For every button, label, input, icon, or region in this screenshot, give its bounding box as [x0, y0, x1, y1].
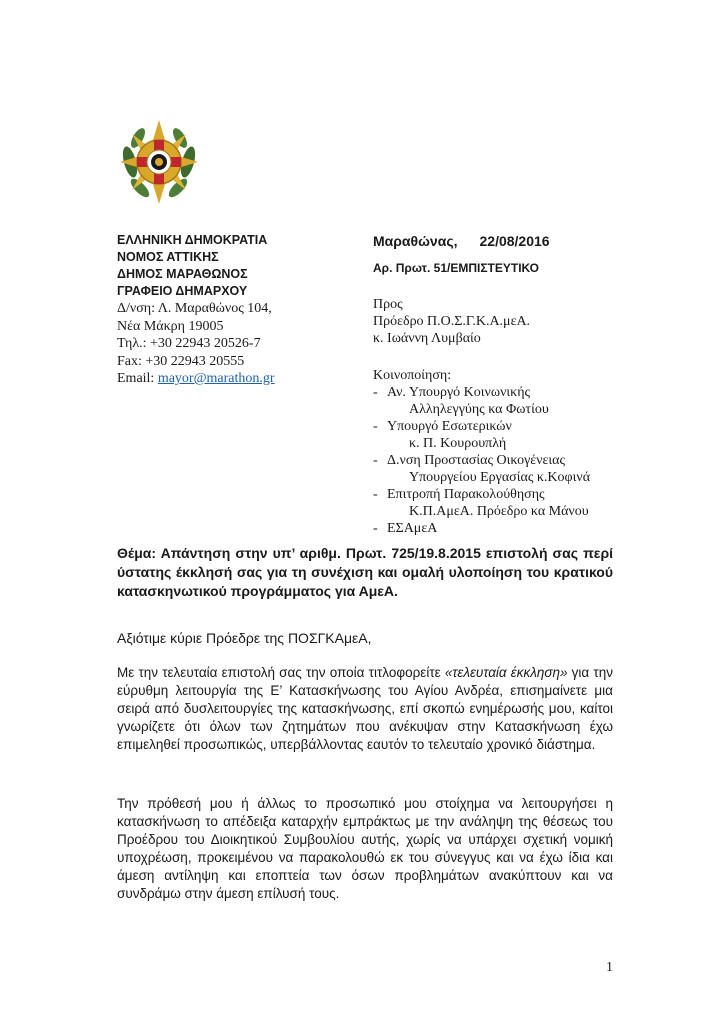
cc-item — [373, 452, 703, 486]
cc-item-line: ΕΣΑμεΑ — [387, 521, 438, 536]
letterhead-line: ΓΡΑΦΕΙΟ ΔΗΜΑΡΧΟΥ — [117, 284, 248, 298]
sender-address: Δ/νση: Λ. Μαραθώνος 104, — [117, 301, 272, 316]
cc-item — [373, 520, 703, 537]
protocol-number: Αρ. Πρωτ. 51/ΕΜΠΙΣΤΕΥΤΙΚΟ — [373, 261, 540, 275]
cc-title: Κοινοποίηση: — [373, 368, 452, 383]
subject-heading: Θέμα: Απάντηση στην υπ’ αριθμ. Πρωτ. 725/19.8.2015 επιστολή σας περί ύστατης έκκλησή σας για τη συνέχιση και ομαλή υλοποίηση του κρατικού κατασκηνωτικού προγράμματος για ΑμεΑ. — [117, 545, 613, 599]
letterhead-line: ΔΗΜΟΣ ΜΑΡΑΘΩΝΟΣ — [117, 267, 248, 281]
cc-item-line: Υπουργείου Εργασίας κ.Κοφινά — [409, 470, 591, 485]
sender-letterhead — [117, 232, 357, 388]
place: Μαραθώνας, — [373, 233, 458, 249]
cc-item-line: κ. Π. Κουρουπλή — [409, 436, 507, 451]
place-date — [373, 232, 703, 250]
recipient-line: κ. Ιωάννη Λυμβαίο — [373, 331, 481, 346]
paragraph-text: για την εύρυθμη λειτουργία της Ε’ Κατασκήνωσης του Αγίου Ανδρέα, επισημαίνετε μια σειρά από δυσλειτουργίες της κατασκήνωσης, επί σκοπώ ενημέρωσής μου, καίτοι γνωρίζετε ότι όλων των ζητημάτων που ανέκυψαν στην Κατασκήνωση έχω επιμεληθεί προσωπικώς, υπερβάλλοντας εαυτόν το τελευταίο χρονικό διάστημα. — [117, 665, 613, 752]
recipient-block — [373, 296, 703, 347]
paragraph-text: Με την τελευταία επιστολή σας την οποία τιτλοφορείτε — [117, 665, 445, 680]
header-right-column — [373, 232, 703, 537]
cc-list — [373, 384, 703, 537]
recipient-to-label: Προς — [373, 297, 403, 312]
sender-city: Νέα Μάκρη 19005 — [117, 318, 224, 334]
salutation: Αξιότιμε κύριε Πρόεδρε της ΠΟΣΓΚΑμεΑ, — [117, 630, 372, 646]
email-label: Email: — [117, 371, 158, 386]
cc-item-line: Αλληλεγγύης κα Φωτίου — [409, 402, 549, 417]
cc-item-line: Αν. Υπουργό Κοινωνικής — [387, 385, 531, 400]
cc-item-line: Υπουργό Εσωτερικών — [387, 419, 512, 434]
recipient-line: Πρόεδρο Π.Ο.Σ.Γ.Κ.Α.μεΑ. — [373, 314, 531, 329]
cc-item-line: Κ.Π.ΑμεΑ. Πρόεδρο κα Μάνου — [409, 504, 589, 519]
quoted-title: «τελευταία έκκληση» — [444, 665, 568, 680]
sender-phone: Τηλ.: +30 22943 20526-7 — [117, 336, 261, 351]
body-paragraph — [117, 664, 613, 754]
date: 22/08/2016 — [479, 233, 550, 249]
sender-email — [117, 370, 357, 388]
cc-item — [373, 486, 703, 520]
cc-item — [373, 418, 703, 452]
coat-of-arms-emblem — [118, 118, 200, 206]
cc-item-line: Επιτροπή Παρακολούθησης — [387, 487, 545, 502]
cc-item-line: Δ.νση Προστασίας Οικογένειας — [387, 453, 566, 468]
body-paragraph: Την πρόθεσή μου ή άλλως το προσωπικό μου στοίχημα να λειτουργήσει η κατασκήνωση το απέδειξα καταρχήν εμπράκτως με την ανάληψη της θέσεως του Προέδρου του Διοικητικού Συμβουλίου αυτής, χωρίς να υπάρχει σχετική νομική υποχρέωση, προκειμένου να παρακολουθώ εκ του σύνεγγυς και να έχω ίδια και άμεση αντίληψη και εποπτεία των όσων προβλημάτων ανακύπτουν και να συνδράμω στην άμεση επίλυσή τους. — [117, 796, 613, 901]
email-link[interactable]: mayor@marathon.gr — [157, 371, 275, 386]
sender-fax: Fax: +30 22943 20555 — [117, 353, 245, 369]
page-number: 1 — [606, 960, 613, 975]
cc-item — [373, 384, 703, 418]
letterhead-line: ΕΛΛΗΝΙΚΗ ΔΗΜΟΚΡΑΤΙΑ — [117, 233, 268, 247]
letterhead-line: ΝΟΜΟΣ ΑΤΤΙΚΗΣ — [117, 250, 219, 264]
